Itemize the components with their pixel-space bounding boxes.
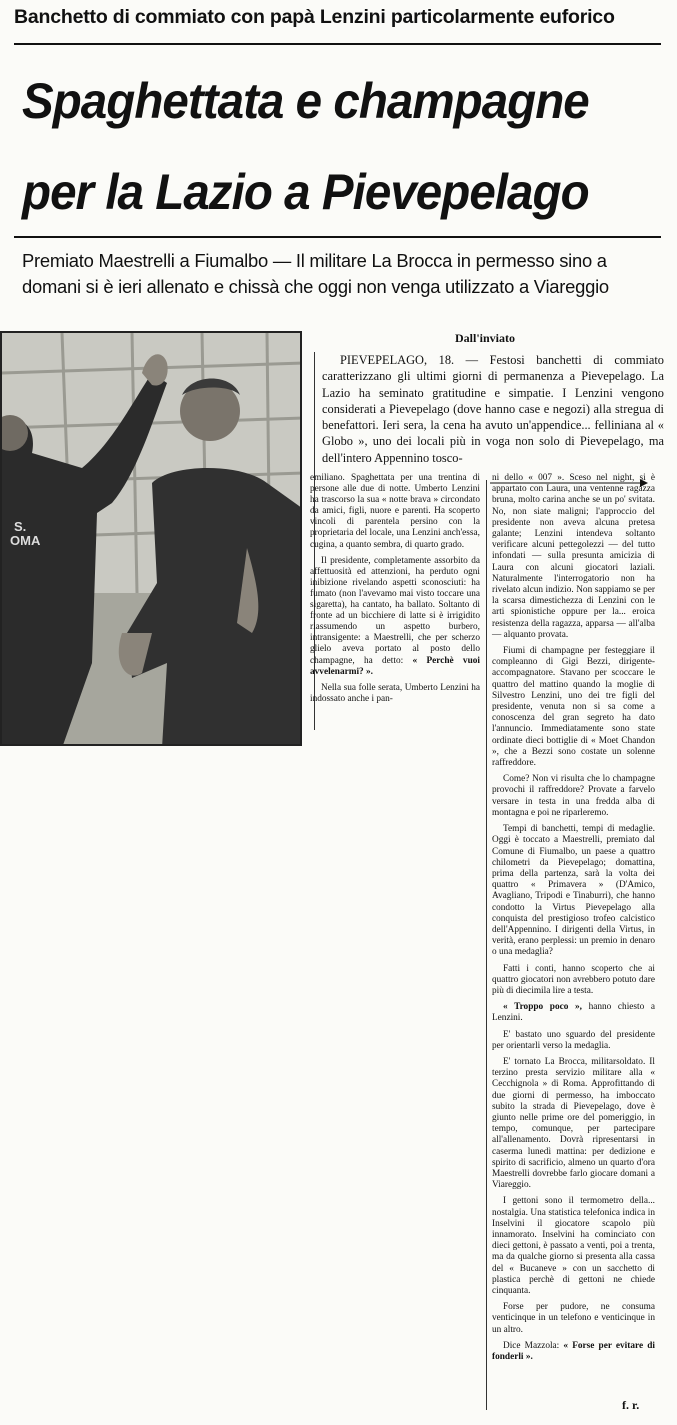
col3-paragraph-6-text: hanno chiesto a Lenzini. [492,1002,655,1024]
col3-paragraph-2: Fiumi di champagne per festeggiare il compleanno di Gigi Bezzi, dirigente-accompagnatore. Stavano per scoccare le quattro del mattino quando la moglie di Silvestro Lenzini, uno dei tre figli del presidente, venuta non si sa come a conoscenza del gran segreto ha dato l'annuncio. Immediatamente sono state ordinate dieci bottiglie di « Moet Chandon », che a Bezzi sono costate un solenne raffreddore. [492,646,655,769]
col3-paragraph-9: I gettoni sono il termometro della... nostalgia. Una statistica telefonica indica in Inselvini il giocatore scapolo più innamorato. Inselvini ha cominciato con dieci gettoni, è passato a venti, poi a trenta, ma da qualche giorno si presenta alla cassa del « Bucaneve » con un sacchetto di plastica perchè di gettoni ne chiede cinquanta. [492,1196,655,1297]
col3-paragraph-4: Tempi di banchetti, tempi di medaglie. Oggi è toccato a Maestrelli, premiato dal Comune di Fiumalbo, un paese a quattro chilometri da Pievepelago; domattina, prima della partenza, sarà la volta dei quattro « Primavera » (D'Amico, Avagliano, Tripodi e Tinaburri), che hanno condotto la Virtus Pievepelago alla conquista del prestigioso trofeo calcistico dell'Appennino. I dirigenti della Virtus, in verità, erano perplessi: un premio in denaro o una medaglia? [492,824,655,958]
col2-paragraph-3: Nella sua folle serata, Umberto Lenzini ha indossato anche i pan- [310,682,480,704]
column-divider-right [486,480,487,1410]
col3-paragraph-1: ni dello « 007 ». Sceso nel night, si è appartato con Laura, una ventenne ragazza bruna, molto carina anche se un po' svitata. No, non siate maligni; l'approccio del presidente non aveva alcuna pretesa galante; Lenzini intendeva soltanto verificare alcuni pettegolezzi — del tutto infondati — sulla presunta amicizia di Laura con alcuni giocatori laziali. Naturalmente l'interrogatorio non ha rivelato alcun indizio. Non sappiamo se per la scarsa dimestichezza di Lenzini con le arti spionistiche oppure per la... eroica resistenza della ragazza, apparsa — all'alba — alquanto provata. [492,473,655,640]
column-3 [492,473,655,1368]
byline: Dall'inviato [455,331,516,345]
col3-paragraph-6 [492,1002,655,1024]
author-signature: f. r. [622,1398,640,1412]
col3-paragraph-7: E' bastato uno sguardo del presidente per orientarli verso la medaglia. [492,1029,655,1051]
col3-paragraph-10: Forse per pudore, ne consuma venticinque in un telefono e venticinque in un altro. [492,1302,655,1335]
players-photo-illustration [2,333,302,746]
col2-quote: « Perchè vuoi avvelenarmi? ». [310,655,480,677]
headline-rule [14,236,661,238]
col3-quote-mazzola: « Forse per evitare di fonderli ». [492,1340,655,1363]
headline-line-2: per la Lazio a Pievepelago [22,164,589,220]
lead-paragraph [322,352,664,466]
col3-paragraph-11-text: Dice Mazzola: [503,1340,564,1351]
kicker-rule [14,43,661,45]
deck-line-1: Premiato Maestrelli a Fiumalbo — Il militare La Brocca in permesso sino a [22,250,607,271]
news-photo [0,331,302,746]
col2-paragraph-1: emiliano. Spaghettata per una trentina di persone alle due di notte. Umberto Lenzini ha trascorso la sua « notte brava » circondato da amici, figli, nuore e parenti. Ha scoperto vincoli di parentela persino con la proprietaria del locale, una Lenzini anch'essa, cugina, a quanto sembra, di quarto grado. [310,473,480,550]
lead-text: PIEVEPELAGO, 18. — Festosi banchetti di commiato caratterizzano gli ultimi giorni di permanenza a Pievepelago. La Lazio ha seminato gratitudine e simpatie. I Lenzini vengono considerati a Pievepelago (dove hanno case e negozi) alla stregua di benefattori. Ieri sera, la cena ha avuto un'appendice... felliniana al « Globo », uno dei locali più in voga non solo di Pievepelago, ma dell'intero Appennino tosco- [322,353,664,465]
col3-paragraph-5: Fatti i conti, hanno scoperto che ai quattro giocatori non avrebbero potuto dare più di diecimila lire a testa. [492,963,655,996]
col2-paragraph-2-text: Il presidente, completamente assorbito da affettuosità ed attenzioni, ha perduto ogni inibizione rivelando aspetti sconosciuti: ha fumato (non l'avevamo mai visto toccare una sigaretta), ha cantato, ha ballato. Soltanto di fronte ad un bicchiere di latte si è irrigidito riassumendo un aspetto burbero, intransigente: a Maestrelli, che per scherzo glielo aveva portato al posto dello champagne, ha detto: [310,555,480,666]
svg-text:OMA: OMA [10,533,41,548]
deck [22,248,672,300]
deck-line-2: domani si è ieri allenato e chissà che oggi non venga utilizzato a Viareggio [22,276,609,297]
column-2 [310,473,480,710]
col2-paragraph-2 [310,556,480,678]
col3-paragraph-11 [492,1341,655,1363]
kicker: Banchetto di commiato con papà Lenzini particolarmente euforico [14,6,615,28]
col3-paragraph-3: Come? Non vi risulta che lo champagne provochi il raffreddore? Provate a farvelo versare in testa in una fredda alba di montagna e poi ne riparleremo. [492,774,655,818]
headline-line-1: Spaghettata e champagne [22,73,589,129]
col3-quote-troppo-poco: « Troppo poco », [503,1002,582,1013]
col3-paragraph-8: E' tornato La Brocca, militarsoldato. Il terzino presta servizio militare alla « Cecchignola » di Roma. Approfittando di due giorni di permesso, ha imboccato subito la strada di Pievepelago, dove è giunto nelle prime ore del pomeriggio, in tempo, comunque, per partecipare all'allenamento. Dovrà ripresentarsi in caserma lunedì mattina: per dedizione e spirito di sacrificio, almeno un quarto d'ora Maestrelli dovrebbe farlo giocare domani a Viareggio. [492,1056,655,1191]
svg-text:S.: S. [14,519,27,534]
